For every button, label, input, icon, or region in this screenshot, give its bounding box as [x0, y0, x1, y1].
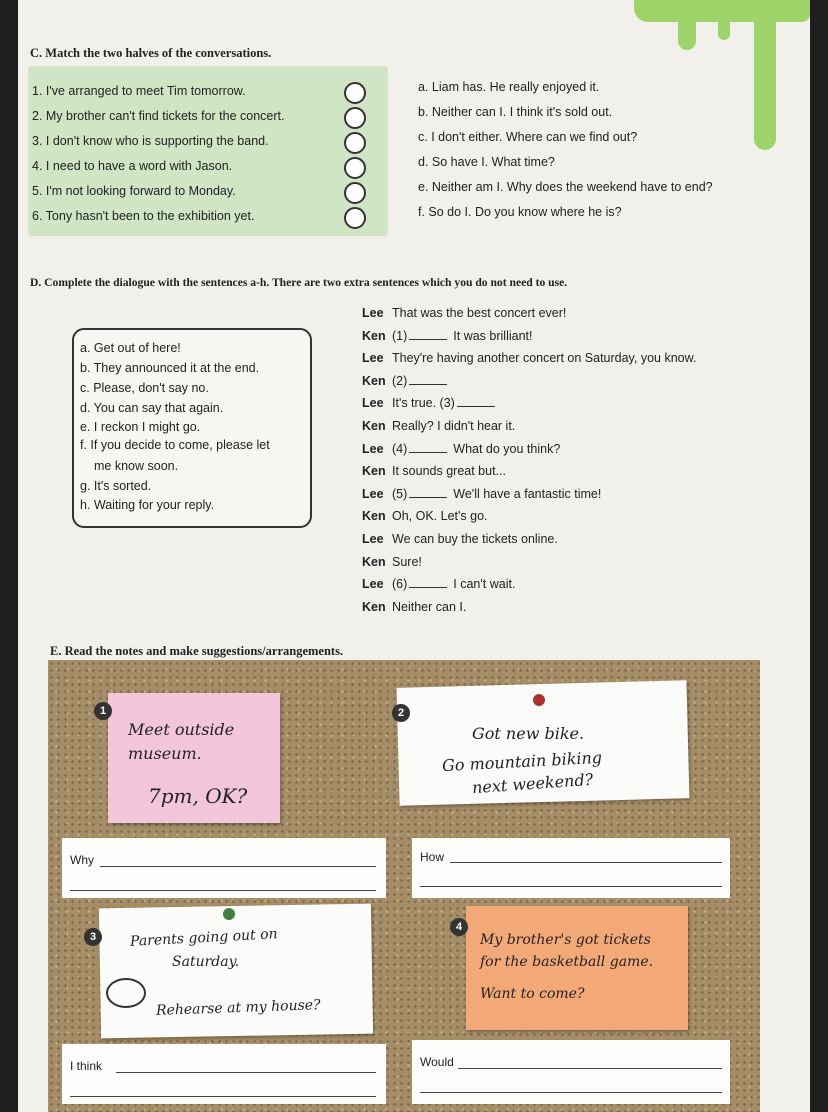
- speaker-name: Ken: [362, 373, 386, 388]
- note-text: Meet outside: [128, 720, 235, 739]
- dialogue-text: Neither can I.: [392, 599, 467, 614]
- note-text: for the basketball game.: [480, 954, 654, 970]
- dialogue-text: (6): [392, 577, 408, 592]
- match-left-item: 4. I need to have a word with Jason.: [32, 159, 233, 173]
- dialogue-line: [362, 487, 601, 501]
- answer-line[interactable]: [116, 1072, 376, 1073]
- answer-circle-1[interactable]: [344, 82, 366, 104]
- answer-circle-4[interactable]: [344, 157, 366, 179]
- note-3: [99, 904, 373, 1039]
- answer-line[interactable]: [70, 1096, 376, 1097]
- prompt-label: Would: [420, 1055, 454, 1069]
- option-item: h. Waiting for your reply.: [80, 498, 215, 512]
- speaker-name: Ken: [362, 328, 386, 343]
- prompt-label: I think: [70, 1059, 103, 1073]
- speaker-name: Lee: [362, 577, 384, 592]
- answer-strip: [62, 838, 386, 898]
- note-number: 1: [94, 702, 112, 720]
- speaker-name: Lee: [362, 441, 384, 456]
- note-text: next weekend?: [471, 769, 594, 798]
- dialogue-text: Oh, OK. Let's go.: [392, 509, 488, 524]
- dialogue-text: (5): [392, 486, 408, 501]
- answer-circle-2[interactable]: [344, 107, 366, 129]
- dialogue-text: They're having another concert on Saturday, you know.: [392, 351, 697, 366]
- dialogue-line: [362, 419, 515, 433]
- option-item: e. I reckon I might go.: [80, 420, 201, 434]
- note-text: Got new bike.: [472, 724, 585, 743]
- speaker-name: Ken: [362, 509, 386, 524]
- dialogue-line: [362, 509, 488, 523]
- dialogue-text: (4): [392, 441, 408, 456]
- dialogue-line: [362, 396, 501, 410]
- note-text: Parents going out on: [129, 926, 278, 950]
- dialogue-text: (1): [392, 328, 408, 343]
- answer-blank[interactable]: [409, 442, 447, 453]
- match-right-item: c. I don't either. Where can we find out?: [418, 130, 638, 144]
- answer-circle-6[interactable]: [344, 207, 366, 229]
- option-item: f. If you decide to come, please let: [80, 438, 270, 452]
- dialogue-line: [362, 577, 515, 591]
- option-item: a. Get out of here!: [80, 341, 181, 355]
- speaker-name: Lee: [362, 351, 384, 366]
- answer-blank[interactable]: [409, 487, 447, 498]
- dialogue-text: It sounds great but...: [392, 464, 506, 479]
- note-text: 7pm, OK?: [148, 784, 248, 808]
- note-number: 4: [450, 918, 468, 936]
- prompt-label: How: [420, 850, 445, 864]
- worksheet-page: [18, 0, 810, 1112]
- option-item: g. It's sorted.: [80, 479, 152, 493]
- note-text: My brother's got tickets: [480, 932, 651, 948]
- option-item: me know soon.: [94, 459, 179, 473]
- answer-blank[interactable]: [457, 396, 495, 407]
- dialogue-text: Sure!: [392, 554, 422, 569]
- dialogue-line: [362, 600, 466, 614]
- speaker-name: Lee: [362, 532, 384, 546]
- answer-line[interactable]: [100, 866, 376, 867]
- exercise-c-heading: C. Match the two halves of the conversations.: [30, 46, 272, 60]
- answer-blank[interactable]: [409, 577, 447, 588]
- note-text: museum.: [128, 744, 202, 763]
- answer-blank[interactable]: [409, 329, 447, 340]
- dialogue-text: I can't wait.: [453, 577, 516, 592]
- speaker-name: Ken: [362, 419, 386, 433]
- answer-strip: [412, 1040, 730, 1104]
- dialogue-text: That was the best concert ever!: [392, 306, 567, 320]
- dialogue-line: [362, 329, 532, 343]
- dialogue-text: What do you think?: [453, 441, 561, 456]
- match-right-item: f. So do I. Do you know where he is?: [418, 205, 622, 219]
- speaker-name: Lee: [362, 486, 384, 501]
- answer-strip: [412, 838, 730, 898]
- answer-strip: [62, 1044, 386, 1104]
- pin-icon: [223, 908, 235, 920]
- note-number: 3: [84, 928, 102, 946]
- speaker-name: Ken: [362, 464, 386, 479]
- dialogue-text: We'll have a fantastic time!: [453, 486, 602, 501]
- dialogue-line: [362, 306, 566, 320]
- match-left-item: 6. Tony hasn't been to the exhibition yet.: [32, 209, 255, 223]
- smiley-icon: [106, 978, 146, 1008]
- exercise-d-heading: D. Complete the dialogue with the sentences a-h. There are two extra sentences which you do not need to use.: [30, 276, 568, 289]
- dialogue-line: [362, 374, 453, 388]
- dialogue-text: It was brilliant!: [453, 328, 533, 343]
- dialogue-text: Really? I didn't hear it.: [392, 419, 516, 433]
- note-text: Go mountain biking: [441, 747, 603, 776]
- dialogue-line: [362, 351, 696, 365]
- answer-blank[interactable]: [409, 374, 447, 385]
- dialogue-text: We can buy the tickets online.: [392, 532, 558, 546]
- match-left-item: 2. My brother can't find tickets for the concert.: [32, 109, 285, 123]
- answer-line[interactable]: [450, 862, 722, 863]
- note-text: Saturday.: [172, 954, 240, 970]
- answer-line[interactable]: [420, 1092, 722, 1093]
- dialogue-line: [362, 555, 422, 569]
- match-left-item: 3. I don't know who is supporting the band.: [32, 134, 269, 148]
- match-right-item: e. Neither am I. Why does the weekend have to end?: [418, 180, 713, 194]
- pin-icon: [533, 694, 545, 706]
- match-right-item: a. Liam has. He really enjoyed it.: [418, 80, 600, 94]
- note-text: Want to come?: [480, 986, 585, 1002]
- note-text: Rehearse at my house?: [155, 997, 321, 1019]
- dialogue-text: It's true. (3): [392, 396, 455, 411]
- option-item: b. They announced it at the end.: [80, 361, 260, 375]
- prompt-label: Why: [70, 853, 94, 867]
- speaker-name: Lee: [362, 396, 384, 411]
- answer-line[interactable]: [458, 1068, 722, 1069]
- option-item: c. Please, don't say no.: [80, 381, 209, 395]
- slime-drip: [718, 12, 730, 40]
- note-number: 2: [392, 704, 410, 722]
- dialogue-line: [362, 442, 560, 456]
- speaker-name: Ken: [362, 554, 386, 569]
- option-item: d. You can say that again.: [80, 401, 224, 415]
- answer-circle-5[interactable]: [344, 182, 366, 204]
- answer-circle-3[interactable]: [344, 132, 366, 154]
- dialogue-line: [362, 464, 506, 478]
- speaker-name: Ken: [362, 599, 386, 614]
- dialogue-line: [362, 532, 558, 546]
- answer-line[interactable]: [70, 890, 376, 891]
- slime-drip: [678, 10, 696, 50]
- match-left-item: 1. I've arranged to meet Tim tomorrow.: [32, 84, 246, 98]
- slime-drip: [754, 0, 776, 150]
- match-right-item: d. So have I. What time?: [418, 155, 555, 169]
- match-left-item: 5. I'm not looking forward to Monday.: [32, 184, 236, 198]
- dialogue-text: (2): [392, 373, 408, 388]
- exercise-e-heading: E. Read the notes and make suggestions/arrangements.: [50, 644, 344, 658]
- answer-line[interactable]: [420, 886, 722, 887]
- match-right-item: b. Neither can I. I think it's sold out.: [418, 105, 613, 119]
- speaker-name: Lee: [362, 306, 384, 320]
